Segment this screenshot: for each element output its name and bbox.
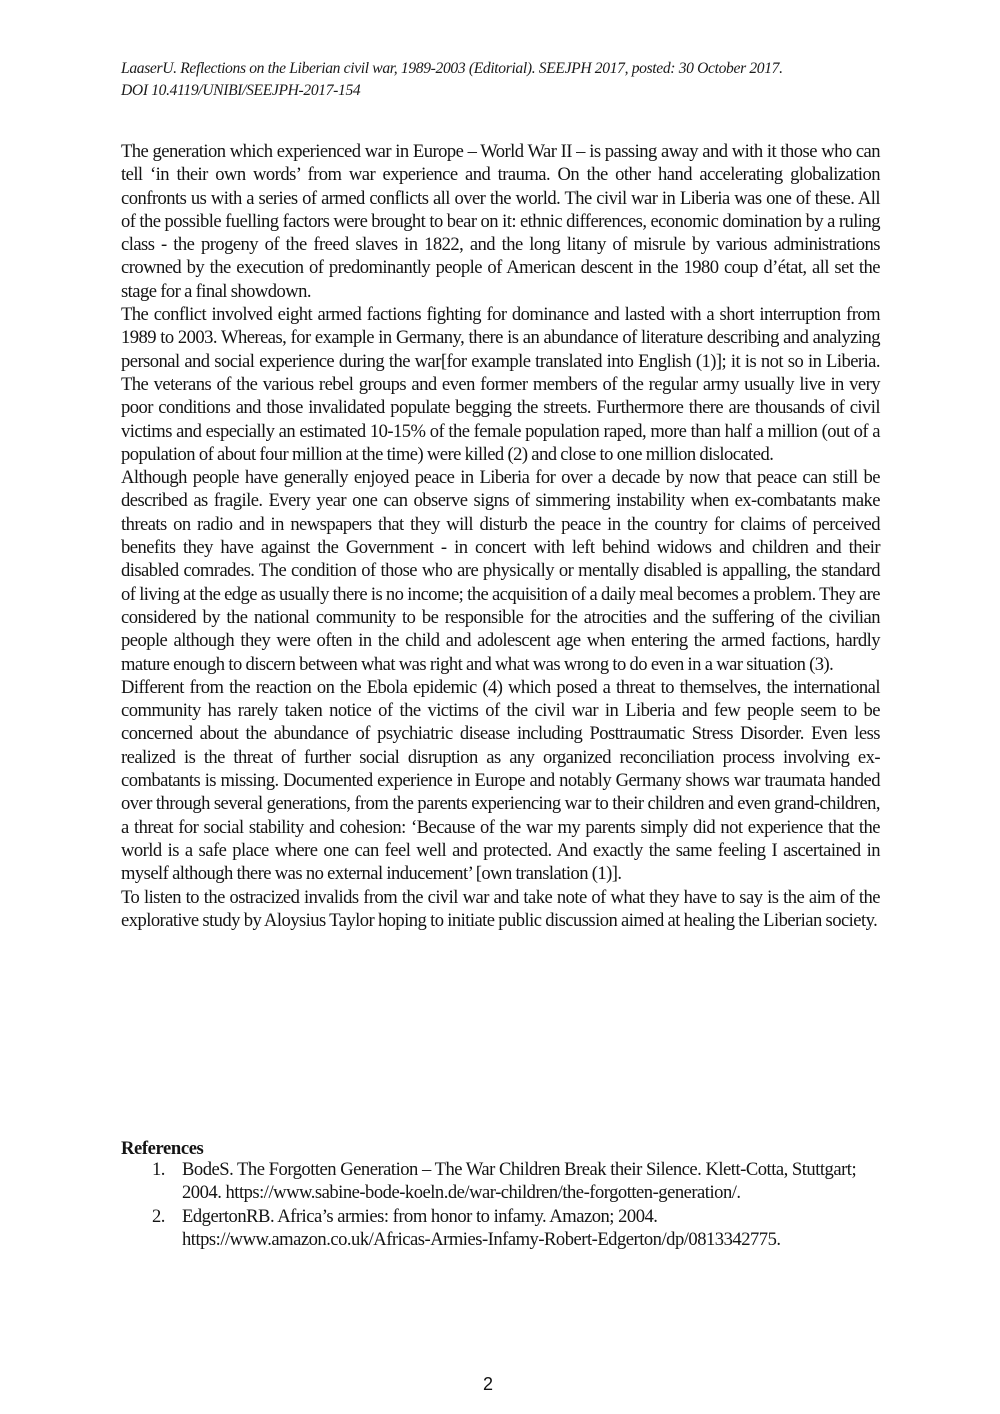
- reference-item: [121, 1205, 881, 1252]
- article-body: [121, 140, 880, 932]
- reference-text: BodeS. The Forgotten Generation – The War Children Break their Silence. Klett-Cotta, Stuttgart; 2004. https://www.sabine-bode-koeln.de/war-children/the-forgotten-generation/.: [182, 1159, 857, 1204]
- reference-number: 1.: [152, 1159, 165, 1180]
- body-paragraph: The conflict involved eight armed factions fighting for dominance and lasted with a short interruption from 1989 to 2003. Whereas, for example in Germany, there is an abundance of literature describing and analyzing personal and social experience during the war[for example translated into English (1)]; it is not so in Liberia. The veterans of the various rebel groups and even former members of the regular army usually live in very poor conditions and those invalidated populate begging the streets. Furthermore there are thousands of civil victims and especially an estimated 10-15% of the female population raped, more than half a million (out of a population of about four million at the time) were killed (2) and close to one million dislocated.: [121, 304, 880, 465]
- body-paragraph: Although people have generally enjoyed peace in Liberia for over a decade by now that peace can still be described as fragile. Every year one can observe signs of simmering instability when ex-combatants make threats on radio and in newspapers that they will disturb the peace in the country for claims of perceived benefits they have against the Government - in concert with left behind widows and children and their disabled comrades. The condition of those who are physically or mentally disabled is appalling, the standard of living at the edge as usually there is no income; the acquisition of a daily meal becomes a problem. They are considered by the national community to be responsible for the atrocities and the suffering of the civilian people although they were often in the child and adolescent age when entering the armed factions, hardly mature enough to discern between what was right and what was wrong to do even in a war situation (3).: [121, 467, 880, 675]
- body-paragraph: The generation which experienced war in Europe – World War II – is passing away and with it those who can tell ‘in their own words’ from war experience and trauma. On the other hand accelerating globalization confronts us with a series of armed conflicts all over the world. The civil war in Liberia was one of these. All of the possible fuelling factors were brought to bear on it: ethnic differences, economic domination by a ruling class - the progeny of the freed slaves in 1822, and the long litany of misrule by various administrations crowned by the execution of predominantly people of American descent in the 1980 coup d’état, all set the stage for a final showdown.: [121, 141, 880, 302]
- references-heading: References: [121, 1138, 204, 1159]
- body-paragraph: Different from the reaction on the Ebola epidemic (4) which posed a threat to themselves, the international community has rarely taken notice of the victims of the civil war in Liberia and few people seem to be concerned about the abundance of psychiatric disease including Posttraumatic Stress Disorder. Even less realized is the threat of further social disruption as any organized reconciliation process involving ex-combatants is missing. Documented experience in Europe and notably Germany shows war traumata handed over through several generations, from the parents experiencing war to their children and even grand-children, a threat for social stability and cohesion: ‘Because of the war my parents simply did not experience that the world is a safe place where one can feel well and protected. And exactly the same feeling I ascertained in myself although there was no external inducement’ [own translation (1)].: [121, 676, 880, 885]
- page-number: 2: [482, 1374, 493, 1394]
- header-citation: LaaserU. Reflections on the Liberian civil war, 1989-2003 (Editorial). SEEJPH 2017, posted: 30 October 2017.: [121, 60, 783, 77]
- references-list: [121, 1158, 881, 1251]
- running-header: [121, 58, 901, 102]
- header-doi: DOI 10.4119/UNIBI/SEEJPH-2017-154: [121, 82, 361, 99]
- reference-item: [121, 1158, 881, 1205]
- body-paragraph: To listen to the ostracized invalids from the civil war and take note of what they have to say is the aim of the explorative study by Aloysius Taylor hoping to initiate public discussion aimed at healing the Liberian society.: [121, 886, 880, 931]
- reference-number: 2.: [152, 1205, 165, 1227]
- reference-text: EdgertonRB. Africa’s armies: from honor to infamy. Amazon; 2004. https://www.amazon.co.uk/Africas-Armies-Infamy-Robert-Edgerton/dp/0813342775.: [182, 1205, 781, 1250]
